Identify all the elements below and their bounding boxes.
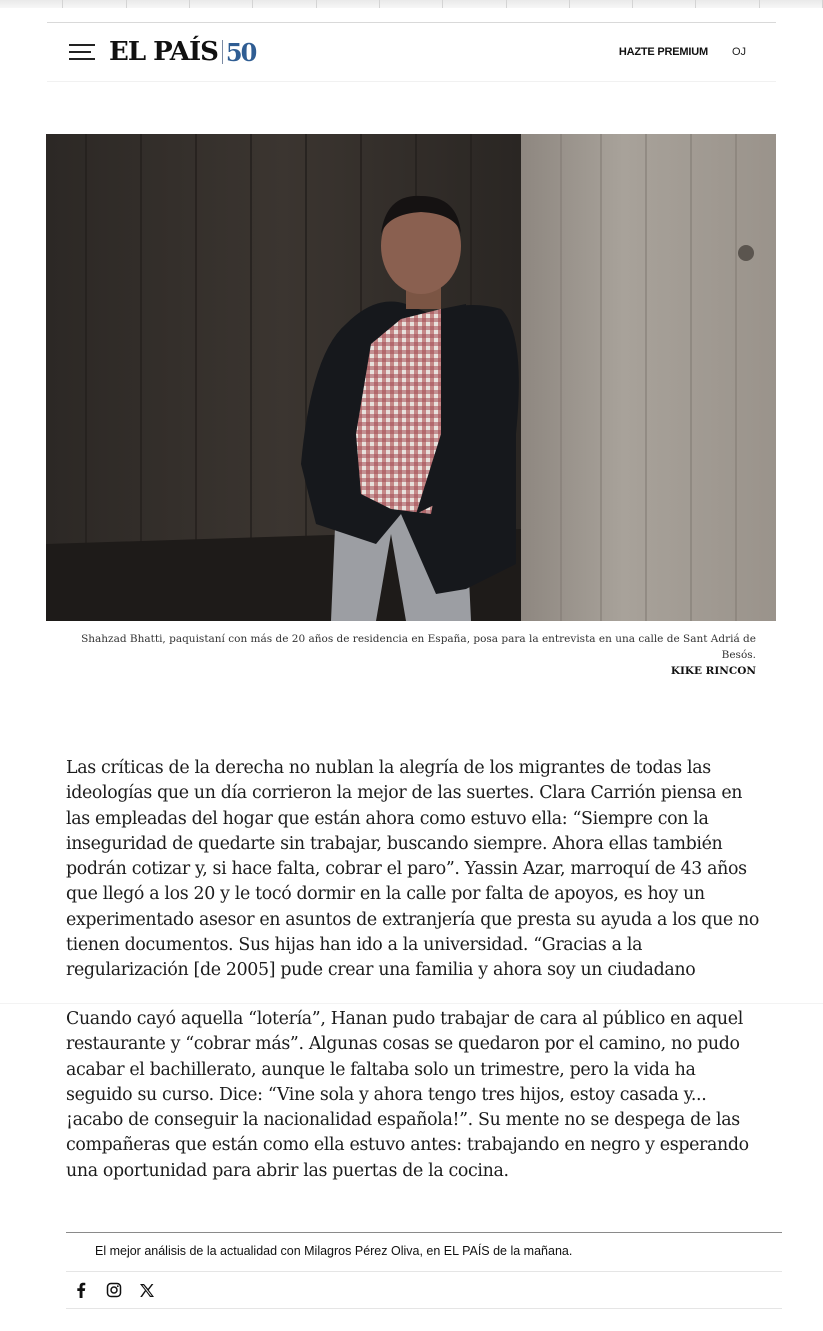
- previous-content-strip: [0, 0, 823, 8]
- caption-text: Shahzad Bhatti, paquistaní con más de 20 años de residencia en España, posa para la entrevista en una calle de Sant Adriá de Besós.: [81, 633, 756, 661]
- paragraph-divider: [0, 1003, 823, 1004]
- portrait-photo-illustration: [46, 134, 776, 621]
- site-logo[interactable]: [109, 37, 255, 67]
- article-photo: [46, 134, 776, 621]
- photo-caption: [66, 631, 756, 679]
- x-icon[interactable]: [138, 1280, 156, 1300]
- article-paragraph-2: Cuando cayó aquella “lotería”, Hanan pudo trabajar de cara al público en aquel restaurante y “cobrar más”. Algunas cosas se quedaron por el camino, no pudo acabar el bachillerato, aunque le faltaba solo un trimestre, pero la vida ha seguido su curso. Dice: “Vine sola y ahora tengo tres hijos, estoy casada y... ¡acabo de conseguir la nacionalidad española!”. Su mente no se despega de las compañeras que están como ella estuvo antes: trabajando en negro y esperando una oportunidad para abrir las puertas de la cocina.: [66, 1009, 749, 1181]
- logo-anniversary: 50: [225, 37, 256, 67]
- site-header: [47, 23, 776, 82]
- user-account-button[interactable]: OJ: [731, 46, 746, 58]
- premium-button[interactable]: HAZTE PREMIUM: [618, 46, 708, 58]
- logo-separator: [222, 40, 223, 64]
- newsletter-top-rule: [66, 1232, 782, 1233]
- facebook-icon[interactable]: [72, 1280, 90, 1300]
- photo-credit: KIKE RINCON: [670, 665, 756, 677]
- share-bar: [72, 1280, 171, 1300]
- article-paragraph-1: Las críticas de la derecha no nublan la alegría de los migrantes de todas las ideologías que un día corrieron la mejor de las suertes. Clara Carrión piensa en las empleadas del hogar que están ahora como estuvo ella: “Siempre con la inseguridad de quedarte sin trabajar, buscando siempre. Ahora ellas también podrán cotizar y, si hace falta, cobrar el paro”. Yassin Azar, marroquí de 43 años que llegó a los 20 y le tocó dormir en la calle por falta de apoyos, es hoy un experimentado asesor en asuntos de extranjería que presta su ayuda a los que no tienen documentos. Sus hijas han ido a la universidad. “Gracias a la regularización [de 2005] pude crear una familia y ahora soy un ciudadano: [66, 758, 760, 981]
- instagram-icon[interactable]: [105, 1280, 123, 1300]
- menu-icon[interactable]: [69, 44, 95, 60]
- newsletter-divider: [66, 1271, 782, 1272]
- logo-text: EL PAÍS: [109, 37, 218, 67]
- newsletter-promo-link[interactable]: El mejor análisis de la actualidad con Milagros Pérez Oliva, en EL PAÍS de la mañana.: [95, 1244, 573, 1258]
- header-actions: [619, 46, 746, 58]
- share-bottom-rule: [66, 1308, 782, 1309]
